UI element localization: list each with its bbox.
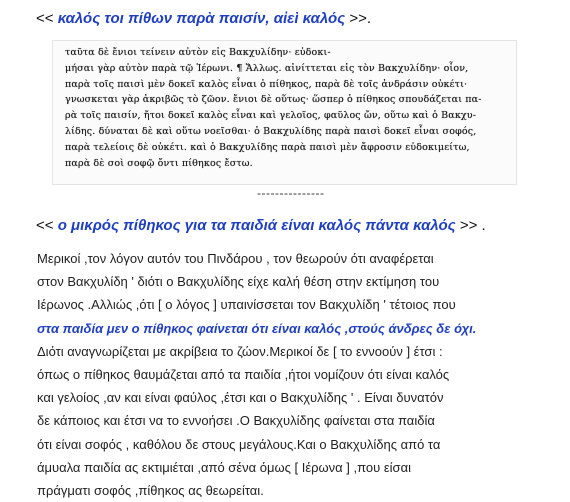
translation-paragraph (37, 247, 557, 502)
heading-open-marks: << (36, 217, 58, 234)
divider: --------------- (257, 186, 325, 200)
scan-text-line: παρὰ τοῖς παισὶ μὲν δοκεῖ καλὸς εἶναι ὁ πίθηκος, παρὰ δὲ τοῖς ἀνδράσιν οὐκέτι· (65, 78, 468, 90)
scanned-scholia-image (52, 40, 517, 185)
heading-quote-text: καλός τοι πίθων παρὰ παισίν, αἰεὶ καλός (57, 10, 346, 27)
body-line: Διότι αναγνωρίζεται με ακρίβεια το ζώον.Μερικοί δε [ το εννοούν ] έτσι : (37, 343, 443, 359)
scan-text-line: παρὰ τελείοις δὲ οὐκέτι. καὶ ὁ Βακχυλίδης παρὰ παισὶ μὲν ἄφροσιν εὐδοκιμείτω, (65, 141, 470, 153)
heading-quote-greek (36, 10, 371, 28)
heading-quote-text: ο μικρός πίθηκος για τα παιδιά είναι καλός πάντα καλός (57, 217, 456, 234)
body-line: πράγματι σοφός ,πίθηκος ας θεωρείται. (37, 482, 264, 498)
scan-text-line: λίδης. δύναται δὲ καὶ οὕτω νοεῖσθαι· ὁ Βακχυλίδης παρὰ παισὶ δοκεῖ εἶναι σοφός, (65, 125, 477, 137)
body-line: Ιέρωνος .Αλλιώς ,ότι [ ο λόγος ] υπαινίσσεται τον Βακχυλίδη ' τέτοιος που (37, 297, 456, 313)
heading-open-marks: << (36, 10, 58, 27)
body-line-emphasis: στα παιδία μεν ο πίθηκος φαίνεται ότι είναι καλός ,στούς άνδρες δε όχι. (37, 320, 477, 336)
body-line: ότι είναι σοφός , καθόλου δε στους μεγάλους.Και ο Βακχυλίδης από τα (37, 436, 441, 452)
scan-text-line: παρὰ δὲ σοὶ σοφῷ ὄντι πίθηκος ἔστω. (65, 157, 253, 169)
heading-quote-translation (36, 217, 486, 235)
body-line: στον Βακχυλίδη ' διότι ο Βακχυλίδης είχε καλή θέση στην εκτίμηση του (37, 274, 440, 290)
body-line: άμυαλα παιδία ας εκτιμιέται ,από σένα όμως [ Ιέρωνα ] ,που είσαι (37, 459, 411, 475)
body-line: και γελοίος ,αν και είναι φαύλος ,έτσι και ο Βακχυλίδης ' . Είναι δυνατόν (37, 390, 444, 406)
body-line: Μερικοί ,τον λόγον αυτόν του Πινδάρου , τον θεωρούν ότι αναφέρεται (37, 251, 434, 266)
body-line: όπως ο πίθηκος θαυμάζεται από τα παιδία ,ήτοι νομίζουν ότι είναι καλός (37, 366, 450, 382)
heading-close-marks: >> . (455, 217, 486, 234)
heading-close-marks: >>. (345, 10, 372, 27)
body-line: δε κάποιος και έτσι να το εννοήσει .Ο Βακχυλίδης φαίνεται στα παιδία (37, 413, 435, 429)
scan-text-line: γνωσκεται γὰρ ἀκριβῶς τὸ ζῶον. ἔνιοι δὲ οὕτως· ὥσπερ ὁ πίθηκος σπουδάζεται πα- (65, 94, 482, 106)
scan-text-line: μήσαι γὰρ αὐτὸν παρὰ τῷ Ἱέρωνι. ¶ Ἄλλως. αἰνίττεται εἰς τὸν Βακχυλίδην· οἷον, (65, 62, 469, 74)
scan-text-line: ταῦτα δὲ ἔνιοι τείνειν αὐτὸν εἰς Βακχυλίδην· εὐδοκι- (65, 47, 331, 58)
scan-text-line: ρὰ τοῖς παισίν, ἤτοι δοκεῖ καλὸς εἶναι καὶ γελοῖος, φαῦλος ὤν, οὕτω καὶ ὁ Βακχυ- (65, 110, 477, 122)
